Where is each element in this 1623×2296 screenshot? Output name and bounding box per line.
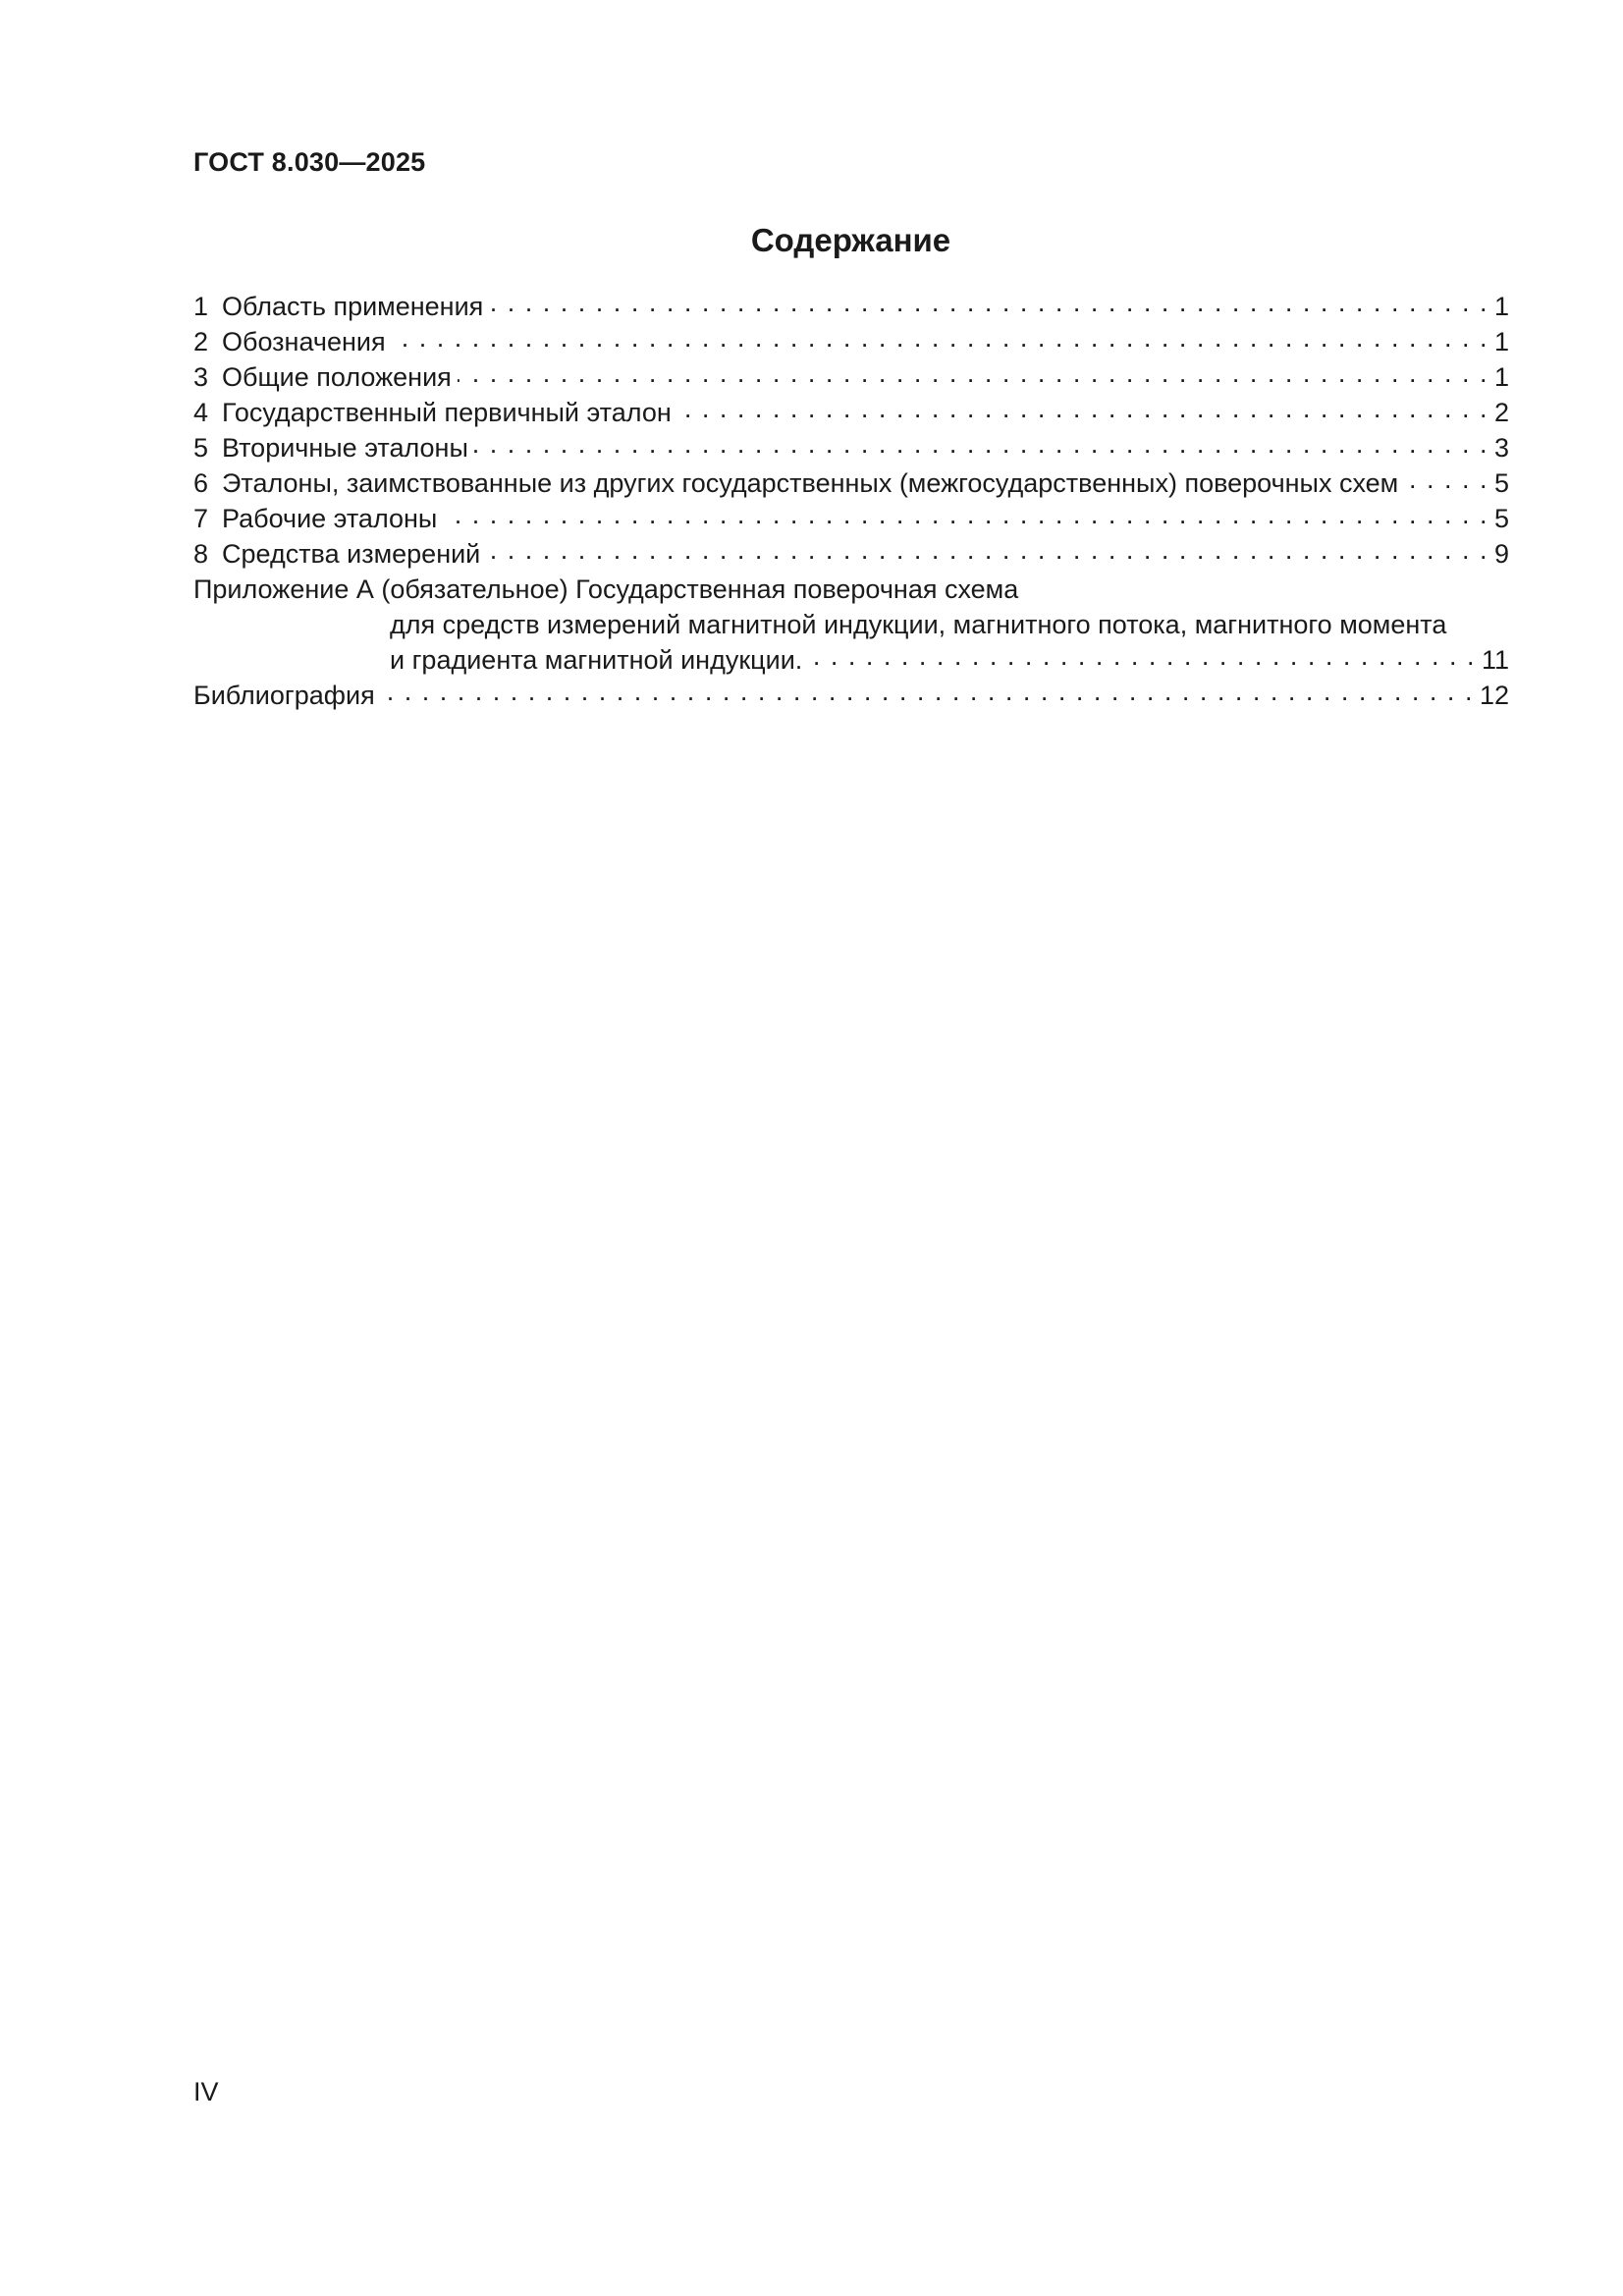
annex-line-1 xyxy=(193,572,1509,607)
toc-item-label: Обозначения xyxy=(222,327,386,356)
toc-item-label: Библиография xyxy=(193,681,375,710)
toc-item-scope[interactable] xyxy=(193,289,1509,324)
toc-item-working-standards[interactable] xyxy=(193,501,1509,536)
dot-leader xyxy=(458,359,1488,386)
annex-line-2 xyxy=(193,607,1509,642)
table-of-contents xyxy=(193,289,1509,713)
document-code: ГОСТ 8.030—2025 xyxy=(193,147,426,177)
page-number: IV xyxy=(193,2077,219,2106)
toc-item-secondary-standards[interactable] xyxy=(193,430,1509,465)
toc-item-page: 12 xyxy=(1479,681,1509,710)
toc-item-number: 2 xyxy=(193,327,209,356)
toc-item-measuring-instruments[interactable] xyxy=(193,536,1509,572)
toc-item-number: 4 xyxy=(193,398,209,427)
toc-item-label: Государственный первичный эталон xyxy=(222,398,672,427)
toc-item-page: 5 xyxy=(1493,504,1509,533)
toc-item-borrowed-standards[interactable] xyxy=(193,465,1509,501)
toc-item-page: 1 xyxy=(1493,362,1509,392)
annex-title-line-2: для средств измерений магнитной индукции, магнитного потока, магнитного момента xyxy=(390,610,1447,639)
toc-item-general-provisions[interactable] xyxy=(193,359,1509,395)
dot-leader xyxy=(381,678,1474,704)
toc-item-label: Рабочие эталоны xyxy=(222,504,438,533)
toc-item-number: 1 xyxy=(193,292,209,321)
toc-item-label: Средства измерений xyxy=(222,539,481,569)
dot-leader xyxy=(677,395,1488,421)
toc-item-page: 1 xyxy=(1493,292,1509,321)
toc-item-label: Область применения xyxy=(222,292,484,321)
toc-title: Содержание xyxy=(750,222,951,258)
annex-heading: Приложение А (обязательное) Государственная поверочная схема xyxy=(193,574,1019,604)
dot-leader xyxy=(1404,465,1488,492)
dot-leader xyxy=(486,536,1488,563)
dot-leader xyxy=(489,289,1488,315)
toc-item-annex-a[interactable] xyxy=(193,572,1509,678)
toc-item-number: 7 xyxy=(193,504,209,533)
toc-item-number: 6 xyxy=(193,468,209,498)
toc-item-label: Эталоны, заимствованные из других государственных (межгосударственных) поверочных схем xyxy=(222,468,1399,498)
toc-item-page: 3 xyxy=(1493,433,1509,463)
dot-leader xyxy=(808,642,1476,669)
toc-item-page: 2 xyxy=(1493,398,1509,427)
toc-item-designations[interactable] xyxy=(193,324,1509,359)
toc-item-label: Вторичные эталоны xyxy=(222,433,468,463)
toc-item-number: 5 xyxy=(193,433,209,463)
toc-item-page: 5 xyxy=(1493,468,1509,498)
toc-item-primary-standard[interactable] xyxy=(193,395,1509,430)
toc-item-number: 8 xyxy=(193,539,209,569)
dot-leader xyxy=(474,430,1488,457)
toc-item-label: Общие положения xyxy=(222,362,452,392)
dot-leader xyxy=(443,501,1488,527)
toc-item-page: 11 xyxy=(1481,645,1509,675)
toc-item-number: 3 xyxy=(193,362,209,392)
annex-title-line-3: и градиента магнитной индукции. xyxy=(390,645,803,675)
annex-line-3 xyxy=(193,642,1509,678)
dot-leader xyxy=(392,324,1488,351)
toc-item-page: 1 xyxy=(1493,327,1509,356)
toc-item-page: 9 xyxy=(1493,539,1509,569)
toc-item-bibliography[interactable] xyxy=(193,678,1509,713)
